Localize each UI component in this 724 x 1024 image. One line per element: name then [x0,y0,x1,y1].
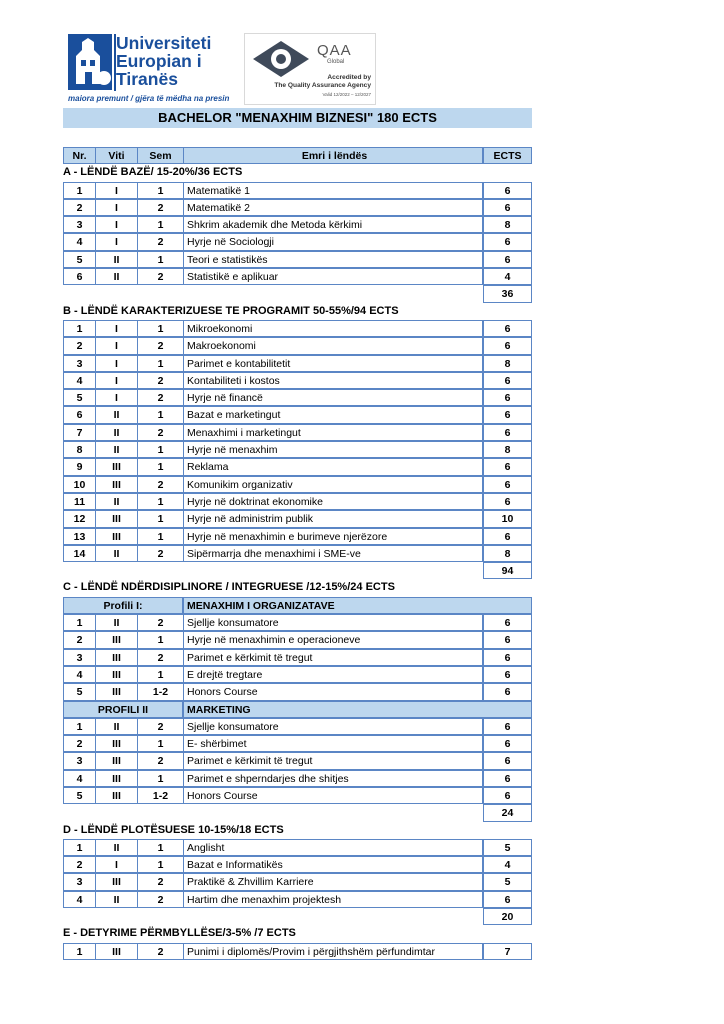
cell-sem: 2 [137,389,183,406]
cell-viti: II [95,441,137,458]
cell-nr: 3 [63,216,95,233]
qaa-emblem-icon [251,39,311,79]
cell-viti: II [95,268,137,285]
table-row [63,510,532,527]
cell-nr: 1 [63,182,95,199]
cell-nr: 5 [63,787,95,804]
table-row [63,631,532,648]
cell-nr: 4 [63,372,95,389]
cell-sem: 1 [137,458,183,475]
cell-course-name: Honors Course [183,683,483,700]
cell-nr: 3 [63,649,95,666]
header-name: Emri i lëndës [183,147,483,164]
cell-sem: 1 [137,406,183,423]
cell-ects: 6 [483,251,532,268]
cell-viti: III [95,510,137,527]
section-title: A - LËNDË BAZË/ 15-20%/36 ECTS [63,166,243,179]
cell-viti: II [95,891,137,908]
table-row [63,320,532,337]
table-row [63,389,532,406]
cell-viti: I [95,389,137,406]
cell-nr: 13 [63,528,95,545]
section-total: 94 [483,562,532,579]
cell-viti: III [95,528,137,545]
cell-ects: 10 [483,510,532,527]
cell-course-name: Mikroekonomi [183,320,483,337]
table-row [63,839,532,856]
cell-course-name: Hyrje në financë [183,389,483,406]
profile-header-row [63,701,532,718]
table-row [63,493,532,510]
cell-viti: I [95,337,137,354]
section-title: D - LËNDË PLOTËSUESE 10-15%/18 ECTS [63,823,284,836]
cell-course-name: Sipërmarrja dhe menaxhimi i SME-ve [183,545,483,562]
cell-nr: 10 [63,476,95,493]
table-row [63,545,532,562]
cell-course-name: Parimet e kërkimit të tregut [183,752,483,769]
cell-ects: 6 [483,493,532,510]
table-row [63,528,532,545]
cell-viti: III [95,752,137,769]
cell-viti: III [95,735,137,752]
cell-course-name: Reklama [183,458,483,475]
table-row [63,649,532,666]
table-row [63,614,532,631]
table-row [63,787,532,804]
table-row [63,666,532,683]
cell-ects: 6 [483,389,532,406]
qaa-badge [244,33,376,105]
curriculum-table [63,147,532,960]
university-emblem-icon [68,34,112,90]
cell-nr: 1 [63,614,95,631]
cell-ects: 6 [483,372,532,389]
total-row [63,562,532,579]
cell-ects: 6 [483,614,532,631]
cell-sem: 2 [137,649,183,666]
cell-nr: 3 [63,873,95,890]
cell-ects: 6 [483,424,532,441]
table-header-row [63,147,532,164]
cell-sem: 2 [137,476,183,493]
cell-viti: II [95,406,137,423]
table-row [63,182,532,199]
cell-sem: 1 [137,666,183,683]
qaa-subtitle: Global [327,59,345,65]
total-row [63,908,532,925]
cell-course-name: Komunikim organizativ [183,476,483,493]
university-name: Universiteti Europian i Tiranës [116,33,212,89]
cell-course-name: Bazat e marketingut [183,406,483,423]
cell-course-name: Hyrje në menaxhim [183,441,483,458]
cell-viti: I [95,320,137,337]
table-row [63,199,532,216]
cell-nr: 6 [63,406,95,423]
cell-nr: 2 [63,337,95,354]
cell-nr: 4 [63,666,95,683]
cell-course-name: Teori e statistikës [183,251,483,268]
section-title: B - LËNDË KARAKTERIZUESE TE PROGRAMIT 50-55%/94 ECTS [63,304,399,317]
cell-sem: 2 [137,614,183,631]
cell-sem: 1 [137,441,183,458]
cell-course-name: Kontabiliteti i kostos [183,372,483,389]
cell-nr: 4 [63,233,95,250]
cell-viti: II [95,839,137,856]
cell-sem: 1 [137,528,183,545]
cell-course-name: Hyrje në menaxhimin e burimeve njerëzore [183,528,483,545]
cell-viti: III [95,787,137,804]
cell-nr: 6 [63,268,95,285]
table-row [63,268,532,285]
cell-sem: 1-2 [137,787,183,804]
cell-sem: 1 [137,320,183,337]
cell-course-name: Shkrim akademik dhe Metoda kërkimi [183,216,483,233]
cell-sem: 1 [137,856,183,873]
cell-course-name: Parimet e shperndarjes dhe shitjes [183,770,483,787]
cell-ects: 6 [483,458,532,475]
table-row [63,752,532,769]
cell-ects: 6 [483,233,532,250]
cell-course-name: Matematikë 2 [183,199,483,216]
cell-ects: 6 [483,337,532,354]
cell-viti: III [95,943,137,960]
section-title: C - LËNDË NDËRDISIPLINORE / INTEGRUESE /12-15%/24 ECTS [63,581,395,594]
cell-viti: III [95,683,137,700]
cell-course-name: Bazat e Informatikës [183,856,483,873]
cell-ects: 6 [483,666,532,683]
cell-sem: 1 [137,251,183,268]
cell-course-name: Parimet e kërkimit të tregut [183,649,483,666]
cell-viti: III [95,770,137,787]
cell-viti: I [95,182,137,199]
cell-ects: 6 [483,182,532,199]
cell-course-name: Hyrje në doktrinat ekonomike [183,493,483,510]
cell-sem: 1 [137,631,183,648]
cell-nr: 9 [63,458,95,475]
table-row [63,856,532,873]
cell-sem: 2 [137,268,183,285]
table-row [63,770,532,787]
cell-viti: I [95,355,137,372]
cell-course-name: E- shërbimet [183,735,483,752]
qaa-title: QAA [317,42,352,59]
cell-viti: II [95,614,137,631]
cell-sem: 1 [137,839,183,856]
cell-nr: 5 [63,389,95,406]
profile-header-row [63,597,532,614]
cell-sem: 1 [137,182,183,199]
cell-ects: 5 [483,839,532,856]
section-total: 36 [483,285,532,302]
cell-sem: 1 [137,770,183,787]
university-motto: maiora premunt / gjëra të mëdha na presin [68,94,230,103]
cell-nr: 1 [63,320,95,337]
total-row [63,285,532,302]
cell-ects: 6 [483,476,532,493]
cell-nr: 3 [63,355,95,372]
cell-ects: 8 [483,545,532,562]
cell-ects: 6 [483,631,532,648]
cell-ects: 6 [483,891,532,908]
cell-viti: II [95,251,137,268]
cell-nr: 8 [63,441,95,458]
cell-course-name: Honors Course [183,787,483,804]
table-row [63,476,532,493]
cell-viti: I [95,372,137,389]
cell-course-name: Sjellje konsumatore [183,614,483,631]
qaa-accredited-text: Accredited by The Quality Assurance Agency [274,74,371,89]
cell-sem: 2 [137,424,183,441]
cell-ects: 6 [483,320,532,337]
cell-sem: 2 [137,233,183,250]
table-row [63,683,532,700]
cell-sem: 2 [137,752,183,769]
cell-course-name: Punimi i diplomës/Provim i përgjithshëm përfundimtar [183,943,483,960]
cell-ects: 7 [483,943,532,960]
cell-ects: 6 [483,770,532,787]
cell-viti: III [95,631,137,648]
cell-viti: I [95,199,137,216]
cell-ects: 8 [483,355,532,372]
cell-ects: 8 [483,216,532,233]
cell-course-name: Praktikë & Zhvillim Karriere [183,873,483,890]
cell-sem: 2 [137,718,183,735]
cell-viti: III [95,873,137,890]
cell-course-name: Matematikë 1 [183,182,483,199]
cell-nr: 1 [63,943,95,960]
header-sem: Sem [137,147,183,164]
cell-ects: 5 [483,873,532,890]
qaa-valid-text: Valid 12/2022 – 12/2027 [322,92,371,97]
program-title: BACHELOR "MENAXHIM BIZNESI" 180 ECTS [63,108,532,128]
cell-ects: 6 [483,787,532,804]
cell-ects: 4 [483,856,532,873]
cell-nr: 2 [63,735,95,752]
cell-nr: 4 [63,770,95,787]
cell-ects: 6 [483,199,532,216]
table-row [63,233,532,250]
table-row [63,735,532,752]
cell-viti: II [95,424,137,441]
cell-nr: 2 [63,199,95,216]
cell-sem: 2 [137,873,183,890]
table-row [63,251,532,268]
profile-label: Profili I: [63,597,183,614]
cell-viti: III [95,649,137,666]
cell-sem: 2 [137,891,183,908]
cell-ects: 6 [483,718,532,735]
cell-nr: 5 [63,251,95,268]
table-row [63,355,532,372]
cell-viti: III [95,666,137,683]
table-row [63,943,532,960]
cell-viti: I [95,856,137,873]
table-row [63,216,532,233]
cell-sem: 1 [137,216,183,233]
cell-course-name: Hyrje në Sociologji [183,233,483,250]
cell-sem: 2 [137,372,183,389]
cell-nr: 12 [63,510,95,527]
cell-course-name: Menaxhimi i marketingut [183,424,483,441]
cell-viti: III [95,476,137,493]
table-row [63,406,532,423]
cell-viti: I [95,216,137,233]
table-row [63,458,532,475]
cell-course-name: E drejtë tregtare [183,666,483,683]
cell-course-name: Sjellje konsumatore [183,718,483,735]
cell-nr: 4 [63,891,95,908]
cell-sem: 1-2 [137,683,183,700]
cell-course-name: Hyrje në administrim publik [183,510,483,527]
cell-nr: 11 [63,493,95,510]
cell-viti: II [95,545,137,562]
cell-course-name: Anglisht [183,839,483,856]
cell-viti: III [95,458,137,475]
cell-course-name: Makroekonomi [183,337,483,354]
cell-sem: 2 [137,337,183,354]
table-row [63,337,532,354]
cell-sem: 1 [137,493,183,510]
profile-label: PROFILI II [63,701,183,718]
cell-nr: 14 [63,545,95,562]
cell-nr: 2 [63,631,95,648]
cell-sem: 2 [137,545,183,562]
cell-ects: 8 [483,441,532,458]
table-row [63,718,532,735]
university-logo [66,33,230,104]
cell-ects: 6 [483,406,532,423]
cell-viti: II [95,718,137,735]
cell-nr: 2 [63,856,95,873]
section-total: 24 [483,804,532,821]
cell-sem: 2 [137,943,183,960]
table-row [63,441,532,458]
table-row [63,873,532,890]
cell-viti: II [95,493,137,510]
cell-course-name: Hyrje në menaxhimin e operacioneve [183,631,483,648]
section-title: E - DETYRIME PËRMBYLLËSE/3-5% /7 ECTS [63,927,296,940]
cell-sem: 1 [137,510,183,527]
cell-nr: 3 [63,752,95,769]
profile-name: MENAXHIM I ORGANIZATAVE [183,597,532,614]
cell-sem: 1 [137,355,183,372]
header-viti: Viti [95,147,137,164]
cell-ects: 6 [483,752,532,769]
total-row [63,804,532,821]
section-total: 20 [483,908,532,925]
cell-nr: 5 [63,683,95,700]
cell-nr: 1 [63,718,95,735]
cell-sem: 1 [137,735,183,752]
cell-ects: 6 [483,528,532,545]
cell-course-name: Hartim dhe menaxhim projektesh [183,891,483,908]
cell-course-name: Statistikë e aplikuar [183,268,483,285]
header-ects: ECTS [483,147,532,164]
table-row [63,372,532,389]
header-nr: Nr. [63,147,95,164]
table-row [63,424,532,441]
cell-ects: 6 [483,735,532,752]
cell-sem: 2 [137,199,183,216]
cell-course-name: Parimet e kontabilitetit [183,355,483,372]
cell-nr: 7 [63,424,95,441]
cell-viti: I [95,233,137,250]
cell-ects: 4 [483,268,532,285]
cell-ects: 6 [483,649,532,666]
cell-nr: 1 [63,839,95,856]
cell-ects: 6 [483,683,532,700]
table-row [63,891,532,908]
profile-name: MARKETING [183,701,532,718]
